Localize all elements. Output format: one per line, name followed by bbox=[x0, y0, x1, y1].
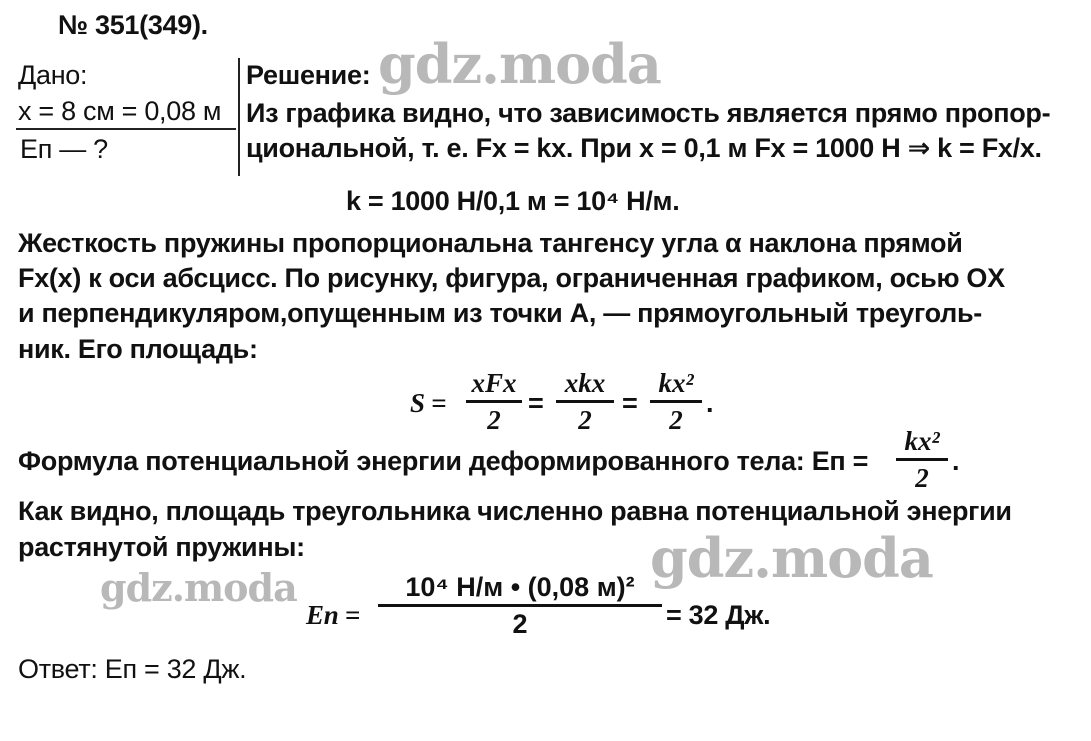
watermark-middle: gdz.moda bbox=[650, 526, 933, 590]
energy-fraction-bar bbox=[896, 458, 948, 461]
problem-number: № 351(349). bbox=[58, 10, 208, 40]
solution-label: Решение: bbox=[246, 60, 371, 90]
area-fraction-2-num: xkx bbox=[564, 368, 606, 398]
answer-line: Ответ: Eп = 32 Дж. bbox=[18, 654, 247, 684]
energy-fraction-num: kx² bbox=[904, 426, 940, 456]
paragraph-line-1: Жесткость пружины пропорциональна тангенсу угла α наклона прямой bbox=[18, 228, 963, 258]
solution-line-1: Из графика видно, что зависимость является прямо пропор- bbox=[246, 98, 1051, 128]
area-fraction-3-den: 2 bbox=[669, 405, 683, 435]
area-fraction-3-bar bbox=[650, 400, 702, 403]
given-unknown: Eп — ? bbox=[20, 134, 108, 164]
final-lhs: Eп = bbox=[306, 600, 360, 630]
given-label: Дано: bbox=[18, 60, 88, 90]
area-fraction-1-num: xFx bbox=[471, 368, 517, 398]
k-formula: k = 1000 Н/0,1 м = 10⁴ Н/м. bbox=[346, 186, 680, 216]
final-fraction-bar bbox=[378, 604, 662, 607]
paragraph-line-4: ник. Его площадь: bbox=[18, 334, 258, 364]
final-rhs: = 32 Дж. bbox=[666, 600, 771, 630]
final-fraction-num: 10⁴ Н/м • (0,08 м)² bbox=[405, 572, 635, 602]
paragraph-line-2: Fx(x) к оси абсцисс. По рисунку, фигура, ограниченная графиком, осью OX bbox=[18, 263, 1005, 293]
paragraph2-line-2: растянутой пружины: bbox=[18, 532, 305, 562]
energy-fraction-den: 2 bbox=[915, 463, 929, 493]
paragraph2-line-1: Как видно, площадь треугольника численно равна потенциальной энергии bbox=[18, 496, 1012, 526]
watermark-top: gdz.moda bbox=[378, 32, 661, 96]
watermark-left: gdz.moda bbox=[100, 565, 297, 610]
solution-line-2: циональной, т. е. Fx = kx. При x = 0,1 м Fx = 1000 Н ⇒ k = Fx/x. bbox=[246, 133, 1042, 163]
given-underline bbox=[16, 128, 236, 130]
area-fraction-2-den: 2 bbox=[578, 405, 592, 435]
area-eq-2: = bbox=[622, 388, 638, 418]
energy-fraction bbox=[896, 426, 948, 493]
area-lhs: S = bbox=[410, 388, 447, 418]
area-fraction-1 bbox=[466, 368, 522, 435]
area-fraction-3 bbox=[650, 368, 702, 435]
paragraph-line-3: и перпендикуляром,опущенным из точки A, — прямоугольный треуголь- bbox=[18, 298, 982, 328]
given-divider bbox=[238, 58, 240, 176]
area-fraction-1-bar bbox=[466, 400, 522, 403]
energy-formula-line: Формула потенциальной энергии деформированного тела: Eп = bbox=[18, 446, 869, 476]
area-fraction-1-den: 2 bbox=[487, 405, 501, 435]
area-fraction-3-num: kx² bbox=[658, 368, 694, 398]
area-eq-1: = bbox=[528, 388, 544, 418]
given-distance: x = 8 см = 0,08 м bbox=[18, 96, 222, 126]
final-fraction-den: 2 bbox=[512, 609, 528, 639]
area-end: . bbox=[706, 388, 714, 418]
area-fraction-2 bbox=[556, 368, 614, 435]
area-fraction-2-bar bbox=[556, 400, 614, 403]
final-fraction bbox=[378, 572, 662, 639]
energy-end: . bbox=[952, 446, 960, 476]
